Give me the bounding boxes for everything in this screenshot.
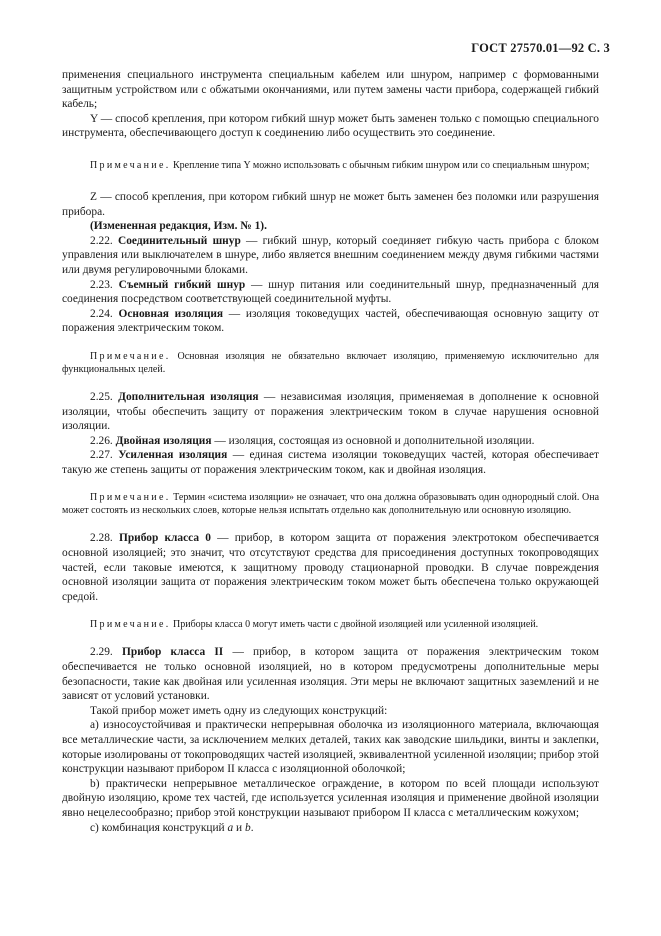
note [62, 491, 599, 517]
note-label: Примечание. [90, 159, 171, 171]
definition-2-25: 2.25. Дополнительная изоляция — независимая изоляция, применяемая в дополнение к основной изоляции, чтобы обеспечить защиту от поражения электрическим током в случае нарушения основной изоляции. [62, 390, 599, 433]
note-label: Примечание. [90, 619, 171, 631]
term: Дополнительная изоляция [118, 390, 259, 403]
list-item: c) комбинация конструкций a и b. [90, 821, 254, 834]
note [62, 159, 599, 172]
paragraph: Y — способ крепления, при котором гибкий шнур может быть заменен только с помощью специального инструмента, обеспечивающего доступ к соединению либо осуществить это соединение. [62, 112, 599, 140]
term: Прибор класса 0 [118, 532, 211, 545]
definition-2-22: 2.22. Соединительный шнур — гибкий шнур, который соединяет гибкую часть прибора с блоком управления или выключателем в шнуре, либо является внешним соединением между двумя гибкими частями или двумя регулировочными блоками. [62, 234, 600, 276]
page-header: ГОСТ 27570.01—92 С. 3 [471, 41, 610, 55]
definition-2-23: 2.23. Съемный гибкий шнур — шнур питания или соединительный шнур, предназначенный для соединения посредством соответствующей соединительной муфты. [62, 278, 599, 306]
note [62, 350, 599, 376]
list-item: b) практически непрерывное металлическое ограждение, в котором по всей площади используют двойную изоляцию, кроме тех частей, где используется усиленная изоляция и применение двойной изоляции явно нецелесообразно; прибор этой конструкции называют прибором II класса с металлическим кожухом; [62, 777, 599, 819]
note-text: Приборы класса 0 могут иметь части с двойной изоляцией или усиленной изоляцией. [173, 619, 539, 631]
term: Соединительный шнур [118, 234, 241, 247]
note [62, 618, 599, 631]
term: Усиленная изоляция [118, 449, 228, 462]
note-text: Термин «система изоляции» не означает, что она должна образовывать один однородный слой. Она может состоять из нескольких слоев, которые нельзя испытать отдельно как дополнительную или основную изоляцию. [62, 492, 600, 517]
note-label: Примечание. [90, 350, 171, 362]
note-label: Примечание. [90, 492, 171, 504]
term: Основная изоляция [118, 307, 224, 320]
definition-2-29: 2.29. Прибор класса II — прибор, в котором защита от поражения электрическим током обеспечивается не только основной изоляцией, но в котором предусмотрены дополнительные меры безопасности, такие как двойная или усиленная изоляция. Эти меры не включают защитных заземлений и не зависят от условий установки. [62, 646, 599, 703]
paragraph: Z — способ крепления, при котором гибкий шнур не может быть заменен без поломки или разрушения прибора. [62, 190, 599, 218]
term: Двойная изоляция [115, 434, 212, 447]
document-body [62, 68, 599, 835]
definition-2-26: 2.26. Двойная изоляция — изоляция, состоящая из основной и дополнительной изоляции. [90, 434, 535, 447]
term: Съемный гибкий шнур [118, 278, 246, 291]
paragraph: применения специального инструмента специальным кабелем или шнуром, например с формованными защитным устройством или с обжатыми окончаниями, или путем замены части прибора, содержащей гибкий кабель; [62, 69, 599, 111]
definition-2-27: 2.27. Усиленная изоляция — единая система изоляции токоведущих частей, которая обеспечивает такую же степень защиты от поражения электрическим током, как и двойная изоляция. [62, 449, 599, 476]
definition-2-24: 2.24. Основная изоляция — изоляция токоведущих частей, обеспечивающая основную защиту от поражения электрическим током. [62, 307, 599, 335]
list-item: а) износоустойчивая и практически непрерывная оболочка из изоляционного материала, включающая все металлические части, за исключением мелких деталей, таких как заводские шильдики, винты и заклепки, которые изолированы от токопроводящих частей изоляцией, эквивалентной усиленной изоляции; прибор этой конструкции называют прибором II класса с изоляционной оболочкой; [62, 719, 599, 776]
edit-note: (Измененная редакция, Изм. № 1). [90, 220, 267, 233]
definition-2-28: 2.28. Прибор класса 0 — прибор, в котором защита от поражения электротоком обеспечивается основной изоляцией; это значит, что отсутствуют средства для присоединения доступных токопроводящих частей, если таковые имеются, к защитному проводу стационарной проводки. В случае повреждения основной изоляции защита от поражения электрическим током может быть обеспечена только окружающей средой. [62, 532, 599, 603]
paragraph: Такой прибор может иметь одну из следующих конструкций: [90, 704, 388, 717]
note-text: Основная изоляция не обязательно включает изоляцию, применяемую исключительно для функциональных целей. [62, 350, 599, 375]
note-text: Крепление типа Y можно использовать с обычным гибким шнуром или со специальным шнуром; [173, 159, 590, 171]
term: Прибор класса II [122, 646, 224, 659]
